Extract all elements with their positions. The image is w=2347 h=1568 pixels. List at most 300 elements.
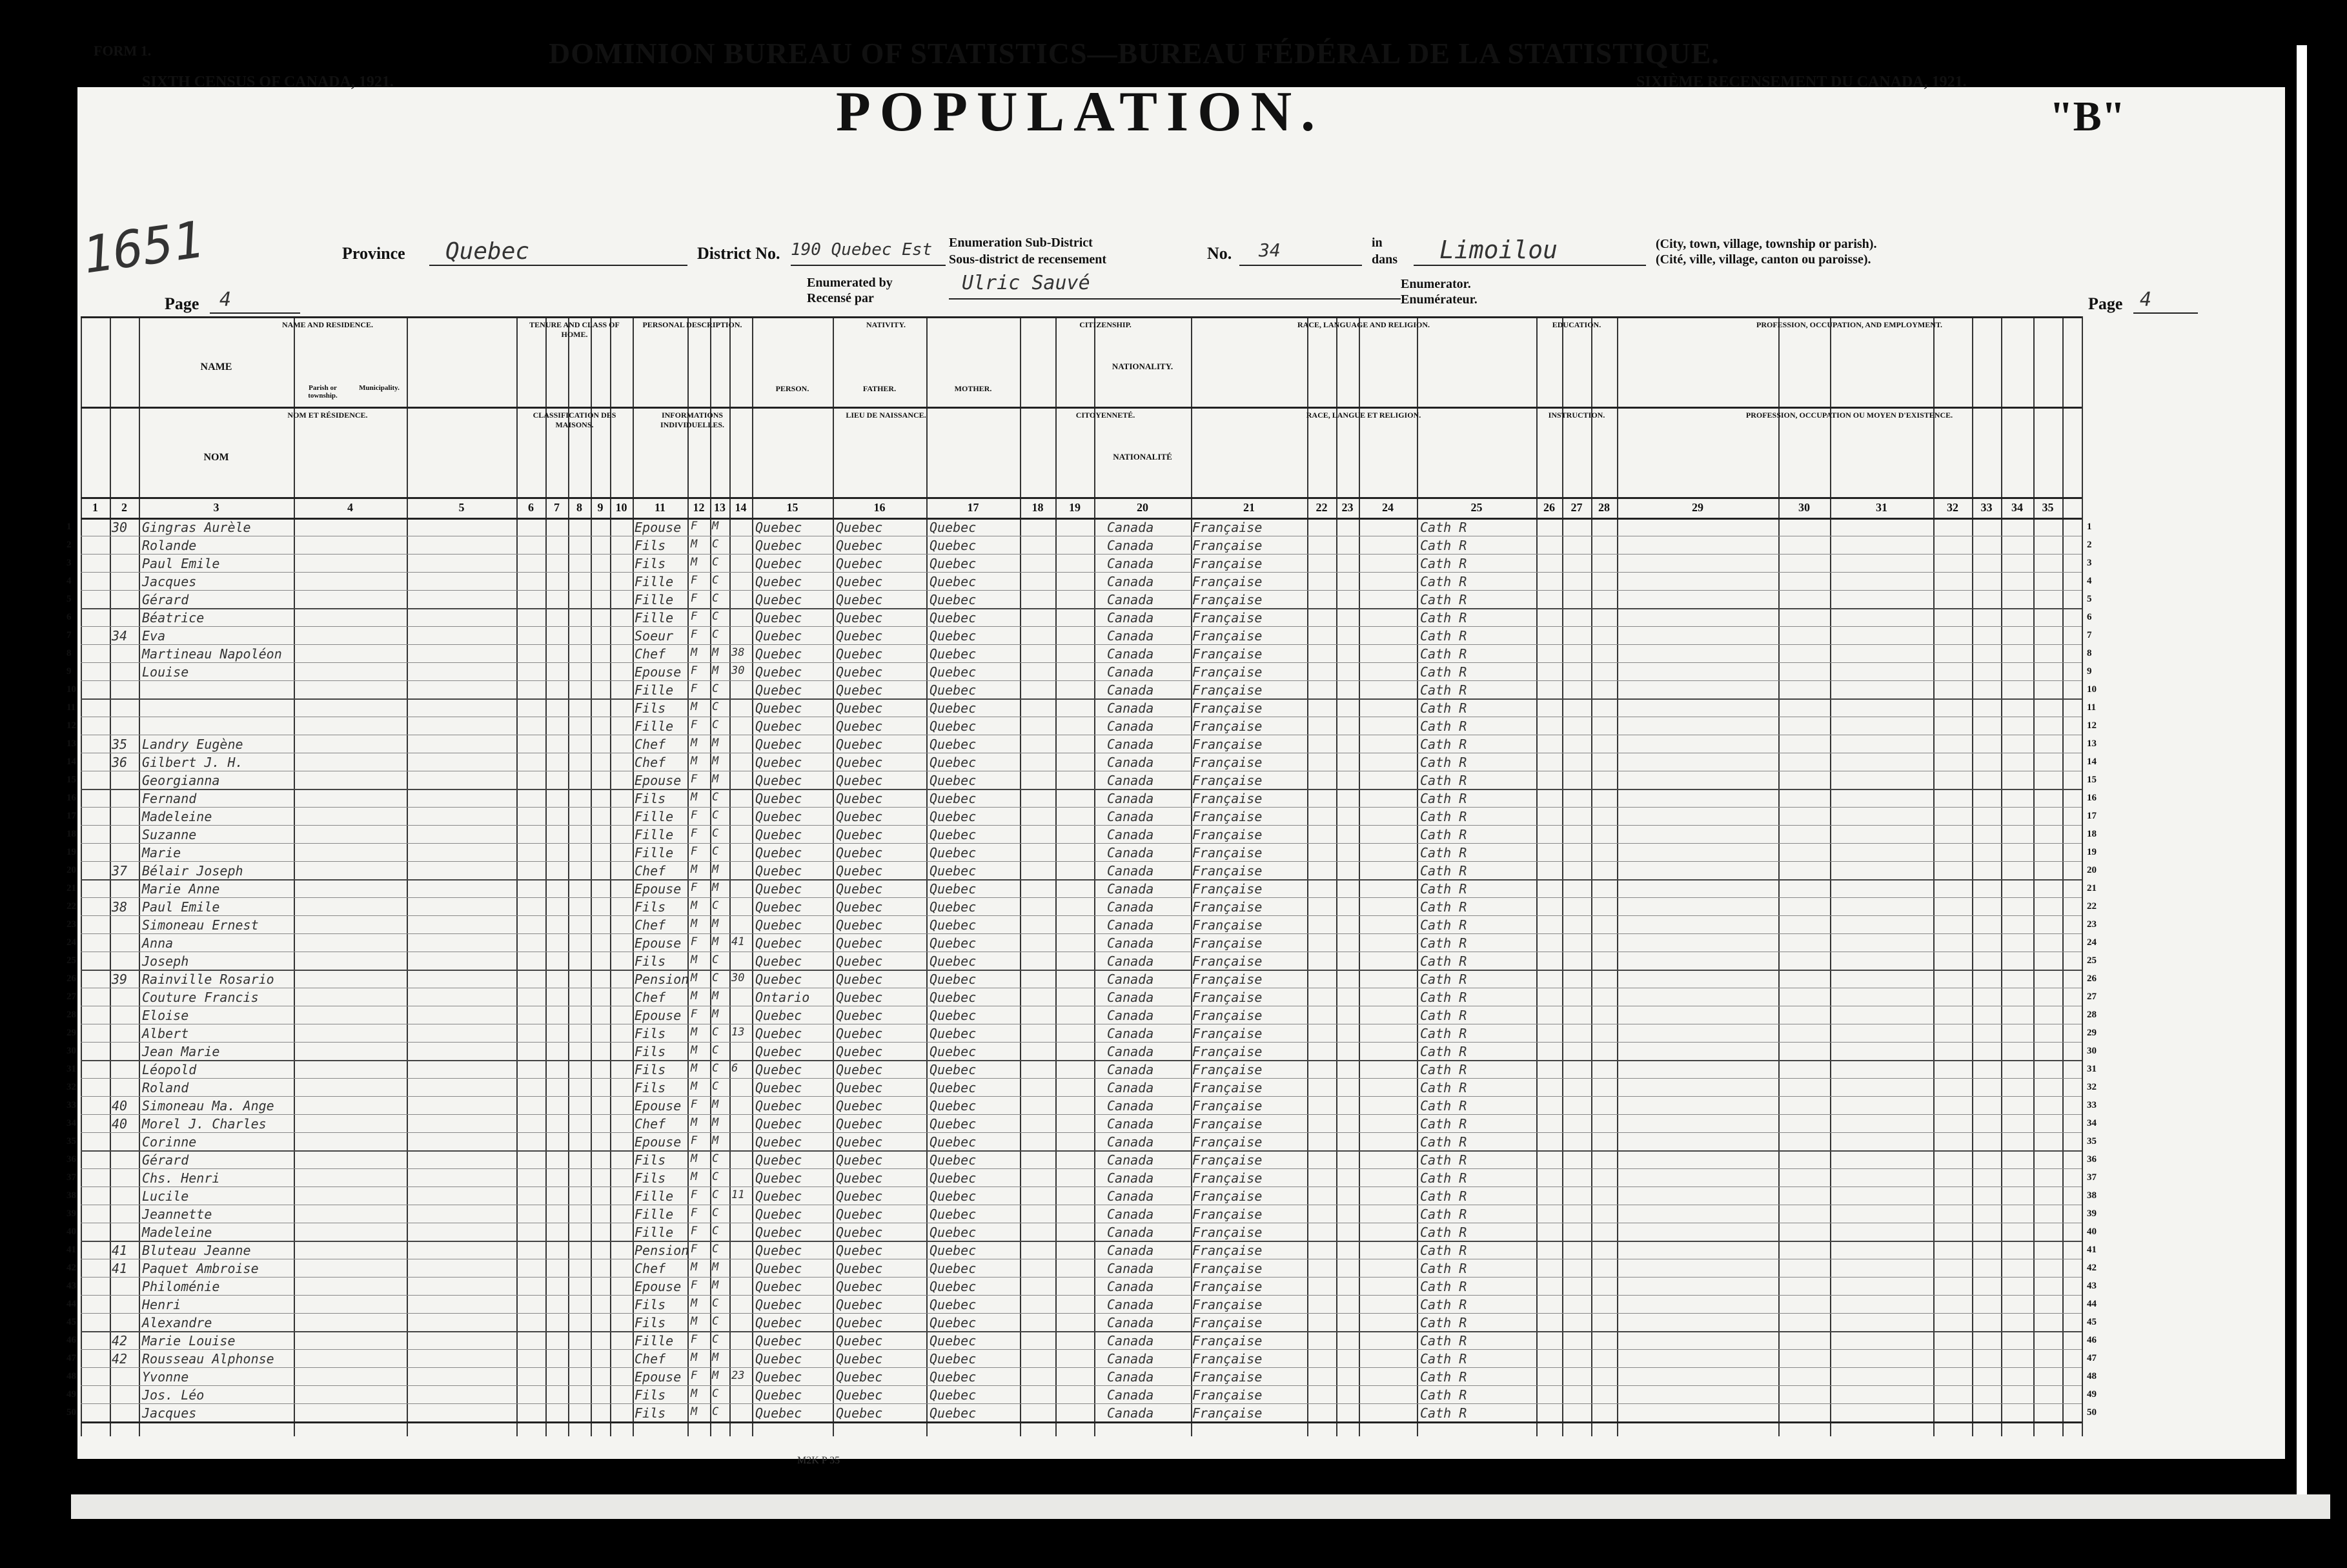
row-number: 15 [66, 775, 76, 785]
cell-bp: Quebec [755, 1351, 802, 1367]
district-value: 190 Quebec Est [791, 240, 933, 260]
cell-bf: Quebec [836, 682, 883, 698]
cell-age: 30 [731, 972, 745, 984]
cell-rel: Fils [635, 1315, 666, 1330]
cell-bp: Quebec [755, 1243, 802, 1258]
table-row [66, 933, 2108, 952]
column-label: Municipality. [359, 384, 400, 392]
column-number: 8 [576, 501, 582, 514]
cell-ms: C [712, 574, 719, 587]
cell-sex: M [691, 1405, 698, 1418]
cell-bp: Quebec [755, 972, 802, 987]
row-number: 10 [2087, 684, 2097, 695]
row-number: 39 [2087, 1208, 2097, 1219]
row-number: 41 [66, 1245, 76, 1255]
cell-bf: Quebec [836, 538, 883, 553]
cell-race: Française [1192, 899, 1263, 915]
cell-ms: M [712, 1098, 719, 1111]
cell-ms: C [712, 1333, 719, 1346]
cell-bp: Quebec [755, 1152, 802, 1168]
row-number: 23 [2087, 919, 2097, 930]
row-number: 25 [66, 955, 76, 966]
cell-bp: Quebec [755, 1315, 802, 1330]
column-number: 25 [1470, 501, 1483, 514]
cell-race: Française [1192, 737, 1263, 752]
cell-bp: Quebec [755, 953, 802, 969]
cell-bp: Quebec [755, 646, 802, 662]
cell-bp: Quebec [755, 881, 802, 897]
place-desc-en: (City, town, village, township or parish). [1656, 237, 1877, 251]
cell-rel: Pension [635, 972, 689, 987]
group-heading-en: PERSONAL DESCRIPTION. [642, 320, 742, 329]
cell-dw: 42 [112, 1333, 128, 1349]
cell-bm: Quebec [930, 917, 977, 933]
row-number: 35 [2087, 1136, 2097, 1146]
cell-name: Marie Louise [142, 1333, 236, 1349]
cell-name: Roland [142, 1080, 189, 1095]
cell-nat: Canada [1107, 574, 1154, 589]
cell-bp: Quebec [755, 863, 802, 879]
cell-rel: Fils [635, 1405, 666, 1421]
cell-nat: Canada [1107, 972, 1154, 987]
cell-race: Française [1192, 773, 1263, 788]
cell-sex: F [691, 664, 698, 677]
column-number: 12 [693, 501, 705, 514]
cell-nat: Canada [1107, 773, 1154, 788]
cell-bm: Quebec [930, 1008, 977, 1023]
row-number: 18 [66, 829, 76, 839]
cell-bp: Quebec [755, 718, 802, 734]
cell-race: Française [1192, 646, 1263, 662]
cell-rel2: Cath R [1420, 773, 1467, 788]
cell-rel: Fille [635, 682, 674, 698]
table-row [66, 662, 2108, 680]
cell-rel: Epouse [635, 520, 682, 535]
cell-bm: Quebec [930, 1369, 977, 1385]
row-number: 38 [66, 1190, 76, 1201]
table-row [66, 915, 2108, 933]
cell-sex: F [691, 610, 698, 623]
cell-age: 11 [731, 1188, 745, 1201]
cell-bm: Quebec [930, 1026, 977, 1041]
cell-ms: C [712, 1044, 719, 1057]
cell-name: Jos. Léo [142, 1387, 205, 1403]
row-number: 33 [66, 1100, 76, 1110]
cell-sex: M [691, 1062, 698, 1075]
table-row [66, 897, 2108, 915]
column-label: MOTHER. [954, 384, 992, 393]
column-number: 28 [1598, 501, 1610, 514]
row-number: 25 [2087, 955, 2097, 966]
cell-bf: Quebec [836, 646, 883, 662]
cell-rel: Chef [635, 990, 666, 1005]
column-number: 32 [1947, 501, 1958, 514]
cell-bf: Quebec [836, 700, 883, 716]
cell-race: Française [1192, 1243, 1263, 1258]
row-number: 17 [66, 811, 76, 821]
column-number: 21 [1243, 501, 1255, 514]
in-label: in [1372, 236, 1383, 250]
table-row [66, 698, 2108, 717]
cell-race: Française [1192, 881, 1263, 897]
row-number: 21 [2087, 883, 2097, 893]
cell-sex: F [691, 809, 698, 822]
column-number: 7 [554, 501, 560, 514]
cell-bp: Quebec [755, 1026, 802, 1041]
table-row [66, 1132, 2108, 1150]
cell-name: Simoneau Ma. Ange [142, 1098, 274, 1114]
cell-bf: Quebec [836, 845, 883, 860]
cell-sex: F [691, 682, 698, 695]
column-number: 34 [2011, 501, 2023, 514]
cell-nat: Canada [1107, 592, 1154, 607]
table-row [66, 1259, 2108, 1277]
column-label: PERSON. [775, 384, 809, 393]
column-label: NATIONALITÉ [1113, 452, 1172, 462]
cell-bm: Quebec [930, 791, 977, 806]
cell-race: Française [1192, 664, 1263, 680]
row-number: 10 [66, 684, 76, 695]
enumerator-underline [949, 298, 1401, 300]
cell-dw: 38 [112, 899, 128, 915]
row-number: 13 [2087, 738, 2097, 749]
cell-nat: Canada [1107, 1098, 1154, 1114]
cell-rel2: Cath R [1420, 827, 1467, 842]
cell-bp: Quebec [755, 592, 802, 607]
cell-race: Française [1192, 863, 1263, 879]
cell-bp: Quebec [755, 1098, 802, 1114]
row-number: 44 [66, 1299, 76, 1309]
cell-race: Française [1192, 1188, 1263, 1204]
cell-rel2: Cath R [1420, 664, 1467, 680]
table-row [66, 1277, 2108, 1295]
cell-rel: Epouse [635, 935, 682, 951]
table-row [66, 590, 2108, 608]
group-heading-fr: INFORMATIONS INDIVIDUELLES. [660, 411, 725, 429]
cell-bp: Quebec [755, 1405, 802, 1421]
row-number: 33 [2087, 1100, 2097, 1110]
cell-rel2: Cath R [1420, 935, 1467, 951]
cell-rel2: Cath R [1420, 556, 1467, 571]
cell-bm: Quebec [930, 592, 977, 607]
cell-ms: M [712, 1134, 719, 1147]
cell-rel2: Cath R [1420, 1261, 1467, 1276]
cell-ms: C [712, 1387, 719, 1400]
cell-bp: Quebec [755, 1116, 802, 1132]
cell-rel2: Cath R [1420, 917, 1467, 933]
subdistrict-label-fr: Sous-district de recensement [949, 252, 1107, 267]
row-number: 16 [66, 793, 76, 803]
cell-sex: F [691, 935, 698, 948]
cell-age: 6 [731, 1062, 738, 1075]
group-heading-en: PROFESSION, OCCUPATION, AND EMPLOYMENT. [1756, 320, 1942, 329]
cell-rel2: Cath R [1420, 1243, 1467, 1258]
cell-bm: Quebec [930, 1044, 977, 1059]
cell-rel2: Cath R [1420, 899, 1467, 915]
table-row [66, 608, 2108, 626]
cell-name: Jean Marie [142, 1044, 220, 1059]
table-row [66, 1114, 2108, 1132]
row-number: 22 [2087, 901, 2097, 911]
cell-ms: C [712, 538, 719, 551]
group-heading-en: NATIVITY. [866, 320, 906, 329]
cell-sex: F [691, 1188, 698, 1201]
row-number: 5 [66, 594, 72, 604]
cell-race: Française [1192, 1134, 1263, 1150]
cell-rel: Fille [635, 574, 674, 589]
cell-race: Française [1192, 1333, 1263, 1349]
cell-ms: C [712, 1207, 719, 1219]
district-underline [791, 265, 946, 266]
cell-name: Rolande [142, 538, 197, 553]
cell-bf: Quebec [836, 1026, 883, 1041]
table-row [66, 1096, 2108, 1114]
row-number: 48 [2087, 1371, 2097, 1381]
place-underline [1414, 265, 1646, 266]
row-number: 19 [2087, 847, 2097, 857]
cell-ms: C [712, 1062, 719, 1075]
cell-bm: Quebec [930, 773, 977, 788]
cell-rel2: Cath R [1420, 1170, 1467, 1186]
cell-bp: Quebec [755, 1333, 802, 1349]
cell-name: Madeleine [142, 1225, 212, 1240]
cell-bp: Quebec [755, 773, 802, 788]
row-number: 24 [2087, 937, 2097, 948]
cell-rel: Soeur [635, 628, 674, 644]
cell-bf: Quebec [836, 1387, 883, 1403]
cell-rel: Epouse [635, 1369, 682, 1385]
cell-bm: Quebec [930, 538, 977, 553]
cell-bp: Quebec [755, 1062, 802, 1077]
cell-dw: 36 [112, 755, 128, 770]
cell-ms: M [712, 917, 719, 930]
table-row [66, 644, 2108, 662]
cell-ms: C [712, 1225, 719, 1237]
row-number: 43 [66, 1281, 76, 1291]
table-row [66, 536, 2108, 554]
cell-sex: M [691, 1026, 698, 1039]
cell-rel: Fille [635, 1207, 674, 1222]
cell-rel2: Cath R [1420, 718, 1467, 734]
cell-bf: Quebec [836, 1315, 883, 1330]
row-number: 22 [66, 901, 76, 911]
cell-race: Française [1192, 809, 1263, 824]
group-heading-fr: INSTRUCTION. [1548, 411, 1605, 420]
cell-age: 30 [731, 664, 745, 677]
cell-sex: F [691, 827, 698, 840]
cell-ms: M [712, 737, 719, 749]
cell-ms: C [712, 791, 719, 804]
cell-ms: M [712, 1351, 719, 1364]
cell-rel2: Cath R [1420, 845, 1467, 860]
column-label: Parish or township. [308, 384, 338, 400]
cell-race: Française [1192, 1351, 1263, 1367]
province-value: Quebec [445, 238, 530, 265]
cell-ms: C [712, 700, 719, 713]
cell-rel: Fils [635, 1152, 666, 1168]
row-number: 47 [2087, 1353, 2097, 1363]
cell-race: Française [1192, 628, 1263, 644]
cell-nat: Canada [1107, 1080, 1154, 1095]
cell-nat: Canada [1107, 845, 1154, 860]
cell-bf: Quebec [836, 899, 883, 915]
cell-nat: Canada [1107, 953, 1154, 969]
cell-race: Française [1192, 700, 1263, 716]
cell-rel: Fille [635, 809, 674, 824]
cell-ms: C [712, 556, 719, 569]
cell-rel2: Cath R [1420, 1351, 1467, 1367]
cell-bm: Quebec [930, 1170, 977, 1186]
cell-ms: M [712, 1008, 719, 1021]
cell-rel2: Cath R [1420, 646, 1467, 662]
row-number: 46 [2087, 1335, 2097, 1345]
group-heading-en: TENURE AND CLASS OF HOME. [529, 320, 620, 339]
row-number: 19 [66, 847, 76, 857]
column-number: 26 [1543, 501, 1555, 514]
cell-nat: Canada [1107, 1243, 1154, 1258]
footer-stamp: M2K P 35 [797, 1455, 840, 1466]
cell-bp: Quebec [755, 1080, 802, 1095]
cell-ms: M [712, 1279, 719, 1292]
row-number: 37 [66, 1172, 76, 1183]
cell-rel: Chef [635, 863, 666, 879]
cell-ms: C [712, 953, 719, 966]
row-number: 40 [2087, 1227, 2097, 1237]
column-number: 16 [873, 501, 886, 514]
cell-nat: Canada [1107, 538, 1154, 553]
row-number: 16 [2087, 793, 2097, 803]
cell-rel2: Cath R [1420, 1098, 1467, 1114]
cell-bf: Quebec [836, 628, 883, 644]
cell-sex: F [691, 628, 698, 641]
cell-sex: M [691, 1044, 698, 1057]
cell-nat: Canada [1107, 1170, 1154, 1186]
row-number: 2 [2087, 540, 2092, 550]
cell-race: Française [1192, 972, 1263, 987]
cell-name: Bluteau Jeanne [142, 1243, 251, 1258]
cell-nat: Canada [1107, 1351, 1154, 1367]
cell-ms: M [712, 664, 719, 677]
cell-bf: Quebec [836, 1188, 883, 1204]
column-number: 19 [1069, 501, 1081, 514]
cell-bp: Quebec [755, 1008, 802, 1023]
cell-rel: Epouse [635, 1098, 682, 1114]
row-number: 42 [66, 1263, 76, 1273]
cell-bm: Quebec [930, 1152, 977, 1168]
cell-bf: Quebec [836, 863, 883, 879]
form-code: "B" [2049, 93, 2126, 140]
no-value: 34 [1259, 239, 1281, 261]
cell-nat: Canada [1107, 881, 1154, 897]
cell-sex: M [691, 863, 698, 876]
cell-name: Madeleine [142, 809, 212, 824]
cell-name: Fernand [142, 791, 197, 806]
row-number: 26 [66, 973, 76, 984]
right-edge-strip [2297, 45, 2307, 1517]
cell-sex: M [691, 1351, 698, 1364]
cell-bf: Quebec [836, 1044, 883, 1059]
page-right-value: 4 [2140, 289, 2152, 311]
row-number: 47 [66, 1353, 76, 1363]
cell-rel: Fils [635, 953, 666, 969]
cell-nat: Canada [1107, 1008, 1154, 1023]
table-row [66, 1078, 2108, 1096]
cell-nat: Canada [1107, 718, 1154, 734]
cell-sex: F [691, 1279, 698, 1292]
column-label: NAME [200, 361, 232, 372]
place-value: Limoilou [1439, 236, 1558, 264]
cell-bp: Quebec [755, 700, 802, 716]
enumerator-label-en: Enumerator. [1401, 277, 1471, 291]
cell-sex: M [691, 1297, 698, 1310]
cell-bm: Quebec [930, 664, 977, 680]
cell-bm: Quebec [930, 700, 977, 716]
column-number: 5 [458, 501, 465, 514]
cell-ms: C [712, 1026, 719, 1039]
row-number: 8 [66, 648, 72, 658]
row-number: 46 [66, 1335, 76, 1345]
row-number: 2 [66, 540, 72, 550]
cell-ms: M [712, 1116, 719, 1129]
cell-race: Française [1192, 917, 1263, 933]
cell-age: 41 [731, 935, 745, 948]
cell-rel2: Cath R [1420, 953, 1467, 969]
table-row [66, 879, 2108, 897]
cell-bm: Quebec [930, 1080, 977, 1095]
cell-bp: Quebec [755, 538, 802, 553]
cell-name: Léopold [142, 1062, 197, 1077]
cell-nat: Canada [1107, 737, 1154, 752]
cell-race: Française [1192, 953, 1263, 969]
group-heading-fr: PROFESSION, OCCUPATION OU MOYEN D'EXISTENCE. [1745, 411, 1953, 420]
cell-age: 23 [731, 1369, 745, 1382]
table-row [66, 771, 2108, 789]
cell-name: Eva [142, 628, 166, 644]
table-row [66, 1186, 2108, 1205]
cell-bp: Quebec [755, 610, 802, 626]
header-rule [81, 407, 2082, 409]
cell-ms: M [712, 935, 719, 948]
group-heading-en: RACE, LANGUAGE AND RELIGION. [1297, 320, 1430, 329]
cell-race: Française [1192, 682, 1263, 698]
cell-rel: Epouse [635, 1134, 682, 1150]
cell-rel2: Cath R [1420, 520, 1467, 535]
row-number: 13 [66, 738, 76, 749]
cell-rel: Epouse [635, 1008, 682, 1023]
cell-nat: Canada [1107, 1387, 1154, 1403]
cell-rel: Fille [635, 845, 674, 860]
cell-race: Française [1192, 574, 1263, 589]
cell-ms: C [712, 610, 719, 623]
cell-rel: Fille [635, 718, 674, 734]
cell-name: Jacques [142, 574, 197, 589]
page-title: POPULATION. [836, 81, 1325, 143]
cell-sex: M [691, 1315, 698, 1328]
cell-name: Béatrice [142, 610, 205, 626]
cell-bf: Quebec [836, 1243, 883, 1258]
cell-name: Philoménie [142, 1279, 220, 1294]
column-number: 14 [735, 501, 747, 514]
table-row [66, 825, 2108, 843]
cell-bf: Quebec [836, 917, 883, 933]
cell-name: Bélair Joseph [142, 863, 243, 879]
cell-bf: Quebec [836, 990, 883, 1005]
cell-rel: Fils [635, 1297, 666, 1312]
place-desc-fr: (Cité, ville, village, canton ou paroisse). [1656, 252, 1871, 267]
cell-dw: 35 [112, 737, 128, 752]
cell-bf: Quebec [836, 827, 883, 842]
cell-sex: M [691, 953, 698, 966]
